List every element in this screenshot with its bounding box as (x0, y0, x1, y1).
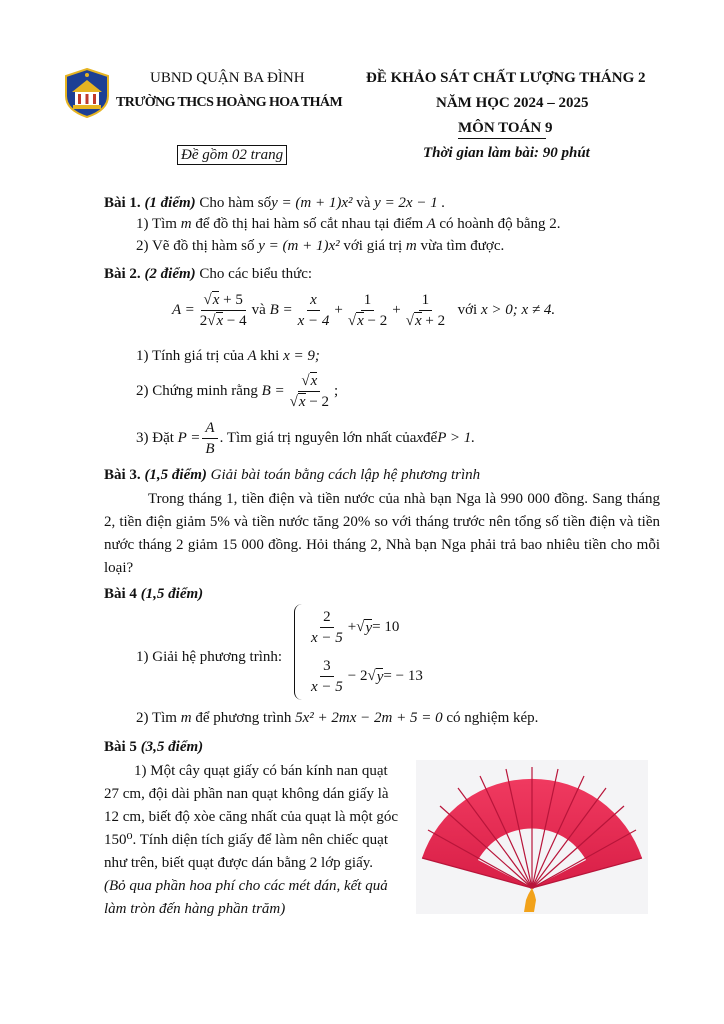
bai2-heading: Bài 2. (2 điểm) Cho các biểu thức: (104, 266, 313, 282)
pages-note: Đề gồm 02 trang (177, 145, 287, 165)
time-limit: Thời gian làm bài: 90 phút (423, 145, 590, 161)
system-equation-1: $\frac{2}{x - 5}$ + √ y = 10 (311, 609, 400, 646)
exam-title: ĐỀ KHẢO SÁT CHẤT LƯỢNG THÁNG 2 (366, 70, 646, 86)
subject-underline (458, 138, 546, 139)
system-brace (294, 604, 306, 700)
system-equation-2: $\frac{3}{x - 5}$ − 2 √ y = − 13 (311, 658, 423, 695)
school-logo (64, 68, 110, 118)
bai5-text: 1) Một cây quạt giấy có bán kính nan quạt 27 cm, đội dài phần nan quạt không dán giấy là 12 cm, biết độ xòe căng nhất của quạt là một góc 150⁰. Tính diện tích giấy để làm nên chiếc quạt như trên, biết quạt được dán bằng 2 lớp giấy. (Bỏ qua phần hoa phí cho các mét dán, kết quả làm tròn đến hàng phần trăm) (104, 763, 399, 917)
bai1-heading: Bài 1. (1 điểm) Cho hàm sốy = (m + 1)x² và y = 2x − 1 . (104, 195, 446, 211)
paper-fan-image (416, 760, 648, 914)
school-year: NĂM HỌC 2024 – 2025 (436, 95, 589, 111)
subject: MÔN TOÁN 9 (458, 120, 553, 136)
bai2-question-1: 1) Tính giá trị của A khi x = 9; (136, 348, 320, 364)
bai2-expressions: A = $\frac{√x + 5}{2√x - 4}$ và B = $\frac{x}{x - 4}$ + $\frac{1}{√x - 2}$ + $\frac{1}{√x + 2}$ với x > 0; x ≠ 4. (172, 292, 556, 329)
bai5-heading: Bài 5 (3,5 điểm) (104, 739, 204, 755)
bai4-heading: Bài 4 (1,5 điểm) (104, 586, 204, 602)
bai3-text: Trong tháng 1, tiền điện và tiền nước của nhà bạn Nga là 990 000 đồng. Sang tháng 2, tiền điện giảm 5% và tiền nước tăng 20% so với tháng trước nên tổng số tiền điện và tiền nước tháng 2 giảm 15 000 đồng. Hỏi tháng 2, Nhà bạn Nga phải trả bao nhiêu tiền cho mỗi loại? (104, 491, 660, 576)
bai1-question-1: 1) Tìm m để đồ thị hai hàm số cắt nhau tại điểm A có hoành độ bằng 2. (136, 216, 561, 232)
bai2-question-2: 2) Chứng minh rằng B = $\frac{√x}{√x - 2}$ ; (136, 373, 339, 410)
bai2-question-3: 3) Đặt P = $\frac{A}{B}$ . Tìm giá trị nguyên lớn nhất của x để P > 1. (136, 420, 475, 457)
bai4-question-1: 1) Giải hệ phương trình: (136, 649, 283, 665)
bai1-question-2: 2) Vẽ đồ thị hàm số y = (m + 1)x² với giá trị m vừa tìm được. (136, 238, 505, 254)
bai3-heading: Bài 3. (1,5 điểm) Giải bài toán bằng cách lập hệ phương trình (104, 467, 481, 483)
district-name: UBND QUẬN BA ĐÌNH (150, 70, 305, 86)
bai4-question-2: 2) Tìm m để phương trình 5x² + 2mx − 2m + 5 = 0 có nghiệm kép. (136, 710, 539, 726)
school-name: TRƯỜNG THCS HOÀNG HOA THÁM (116, 95, 343, 110)
